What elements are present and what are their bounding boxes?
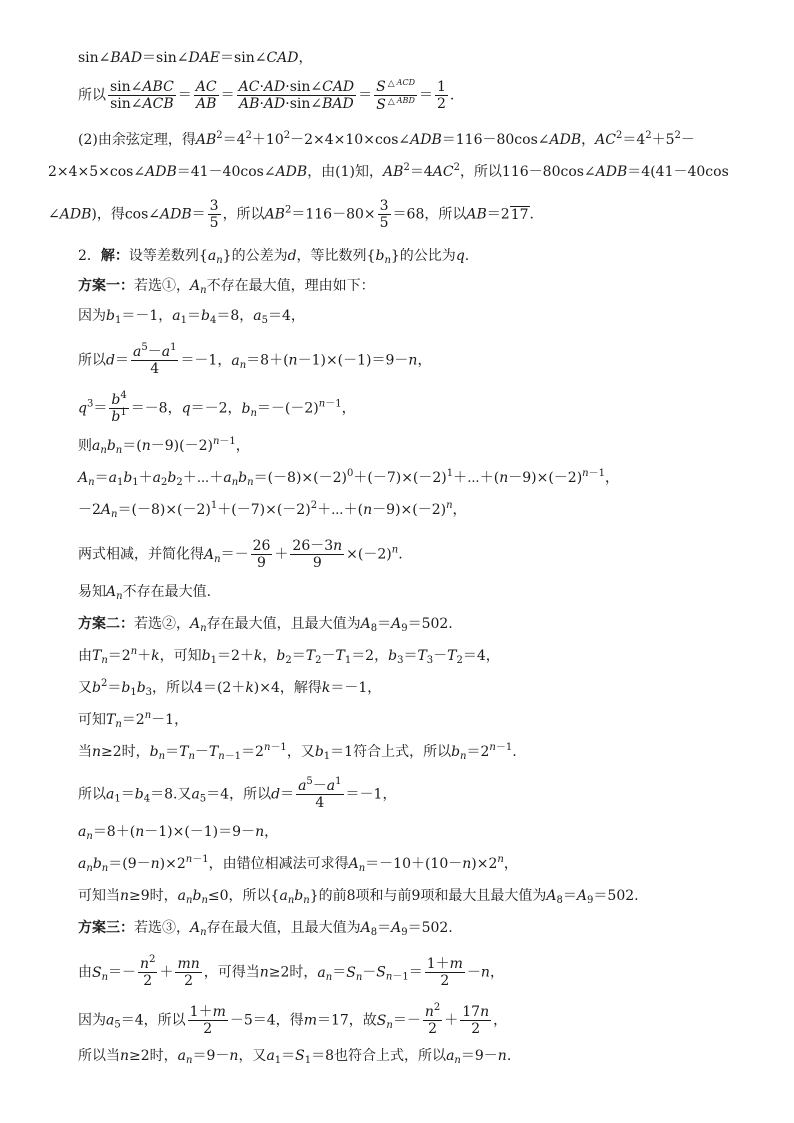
plan1-because: 因为$b_1=-1$，$a_1=b_4=8$，$a_5=4$， [78, 308, 305, 326]
plan3-intro: 方案三：若选③，$A_n$存在最大值，且最大值为$A_8=A_9=502$. [78, 920, 453, 938]
so-label: 所以 [78, 87, 106, 104]
plan1-sum: $A_n=a_1b_1+a_2b_2+\cdots+a_nb_n=(-8)\times(-2)^0+(-7)\times(-2)^1+\cdots+(n-9)\times(-2)^{n-1}$， [78, 468, 619, 488]
plan2-intro: 方案二：若选②，$A_n$存在最大值，且最大值为$A_8=A_9=502$. [78, 616, 453, 634]
plan1-intro: 方案一：若选①，$A_n$不存在最大值，理由如下： [78, 278, 375, 296]
plan3-title: 方案三： [78, 920, 134, 936]
plan2-line-1: 由$T_n=2^n+k$，可知$b_1=2+k$，$b_2=T_2-T_1=2$，$b_3=T_3-T_2=4$， [78, 646, 500, 666]
plan1-subtract: 两式相减，并简化得$A_n=-$ $\frac{26}{9}$ ＋ $\frac{26-3n}{9}$ $\times(-2)^n$. [78, 538, 403, 572]
plan2-line-7: $a_nb_n=(9-n)\times 2^{n-1}$，由错位相减法可求得$A_n=-10+(10-n)\times 2^n$， [78, 854, 518, 874]
plan1-conclusion: 易知$A_n$不存在最大值. [78, 584, 212, 602]
part2-line-3: ∠ADB)，得cos∠ADB＝ $\frac{3}{5}$ ，所以$AB^2=116-80\times$ $\frac{3}{5}$ ＝68，所以AB＝217. [48, 198, 534, 232]
plan1-d: 所以d＝ $\frac{a^5-a^1}{4}$ ＝－1，$a_n=8+(n-1)\times(-1)=9-n$， [78, 342, 432, 378]
plan1-q: $q^3=$ $\frac{b^4}{b^1}$ ＝－8，q＝－2，$b_n=-(-2)^{n-1}$， [78, 390, 356, 426]
plan1-then: 则$a_nb_n=(n-9)(-2)^{n-1}$， [78, 436, 250, 456]
plan2-line-2: 又$b^2=b_1b_3$，所以4＝(2＋k)×4，解得k＝－1， [78, 678, 382, 698]
plan2-line-6: $a_n=8+(n-1)\times(-1)=9-n$， [78, 824, 279, 842]
part2-line-2: 2×4×5×cos∠ADB＝41－40cos∠ADB，由(1)知，$AB^2=4AC^2$，所以116－80cos∠ADB＝4(41－40cos [48, 162, 729, 180]
plan3-line-1: 由$S_n=-$ $\frac{n^2}{2}$ ＋ $\frac{mn}{2}$ ，可得当n≥2时，$a_n=S_n-S_{n-1}=$ $\frac{1+m}{2}$ －n， [78, 954, 504, 990]
part2-line-1: (2)由余弦定理，得$AB^2=4^2+10^2-2\times 4\times 10\times\cos\angle ADB=116-80\cos\angle ADB$，$AC^2=4^2+5^2-$ [78, 130, 695, 148]
plan2-title: 方案二： [78, 616, 134, 632]
sin-equal-line: sin∠BAD＝sin∠DAE＝sin∠CAD， [78, 50, 313, 66]
plan2-line-8: 可知当n≥9时，$a_nb_n\le 0$，所以$\{a_nb_n\}$的前8项和与前9项和最大且最大值为$A_8=A_9=502$. [78, 888, 639, 906]
plan2-line-3: 可知$T_n=2^n-1$， [78, 710, 189, 730]
plan1-neg2: $-2A_n=(-8)\times(-2)^1+(-7)\times(-2)^2+\cdots+(n-9)\times(-2)^n$， [78, 500, 467, 520]
plan2-line-5: 所以$a_1=b_4=8$.又$a_5=4$，所以d＝ $\frac{a^5-a^1}{4}$ ＝－1， [78, 776, 397, 812]
plan3-line-2: 因为$a_5=4$，所以 $\frac{1+m}{2}$ －5＝4，得m＝17，故$S_n=-$ $\frac{n^2}{2}$ ＋ $\frac{17n}{2}$ ， [78, 1002, 508, 1038]
plan1-title: 方案一： [78, 278, 134, 294]
plan2-line-4: 当n≥2时，$b_n=T_n-T_{n-1}=2^{n-1}$，又$b_1=1$符合上式，所以$b_n=2^{n-1}$. [78, 742, 517, 762]
section2-heading: 2．解：设等差数列$\{a_n\}$的公差为d，等比数列$\{b_n\}$的公比为q. [78, 248, 470, 266]
plan3-line-3: 所以当n≥2时，$a_n=9-n$，又$a_1=S_1=8$也符合上式，所以$a_n=9-n$. [78, 1048, 512, 1066]
ratio-equation-line: 所以 $\frac{\text{sin∠ABC}}{\text{sin∠ACB}}$ ＝ $\frac{AC}{AB}$ ＝ $\frac{\text{AC·AD·sin∠CAD}}{\text{AB·AD·sin∠BAD}}$ ＝ $\frac{S ^\triangle ^{ACD}}{S ^\triangle ^{ABD}}$ ＝ $\frac{1}{2}$ . [78, 78, 455, 114]
